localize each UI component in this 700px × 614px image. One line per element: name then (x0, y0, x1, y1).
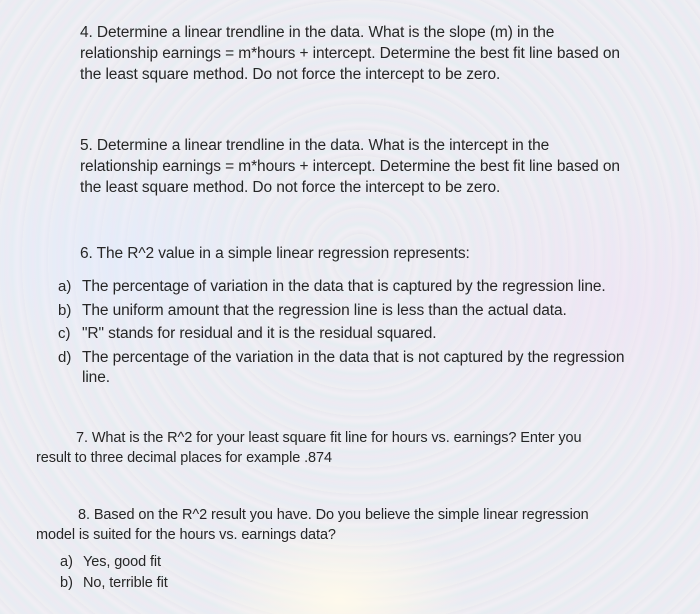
question-5-line-1: 5. Determine a linear trendline in the data. What is the intercept in the (80, 137, 550, 154)
option-label: The uniform amount that the regression line is less than the actual data. (82, 302, 567, 319)
option-letter: a) (58, 278, 72, 295)
question-7-line-1: 7. What is the R^2 for your least square fit line for hours vs. earnings? Enter you (76, 430, 582, 446)
question-4-line-2: relationship earnings = m*hours + intercept. Determine the best fit line based on (80, 45, 620, 62)
option-letter: d) (58, 349, 72, 366)
question-4-line-1: 4. Determine a linear trendline in the data. What is the slope (m) in the (80, 24, 555, 41)
question-4-line-3: the least square method. Do not force the intercept to be zero. (80, 66, 501, 83)
option-label: The percentage of variation in the data that is captured by the regression line. (82, 278, 606, 295)
question-5-line-3: the least square method. Do not force the intercept to be zero. (80, 179, 501, 196)
option-label-line-1: The percentage of the variation in the data that is not captured by the regression (82, 349, 625, 366)
option-label: "R" stands for residual and it is the residual squared. (82, 325, 437, 342)
question-8-line-1: 8. Based on the R^2 result you have. Do you believe the simple linear regression (78, 507, 589, 523)
option-label: Yes, good fit (83, 554, 161, 570)
question-6-prompt: 6. The R^2 value in a simple linear regression represents: (80, 245, 470, 262)
option-letter: b) (60, 575, 73, 591)
option-label: No, terrible fit (83, 575, 168, 591)
option-letter: b) (58, 302, 72, 319)
option-label-line-2: line. (82, 369, 110, 386)
option-letter: a) (60, 554, 73, 570)
question-8-line-2: model is suited for the hours vs. earnings data? (36, 527, 336, 543)
option-letter: c) (58, 325, 71, 342)
question-7-line-2: result to three decimal places for example .874 (36, 450, 332, 466)
question-5-line-2: relationship earnings = m*hours + intercept. Determine the best fit line based on (80, 158, 620, 175)
